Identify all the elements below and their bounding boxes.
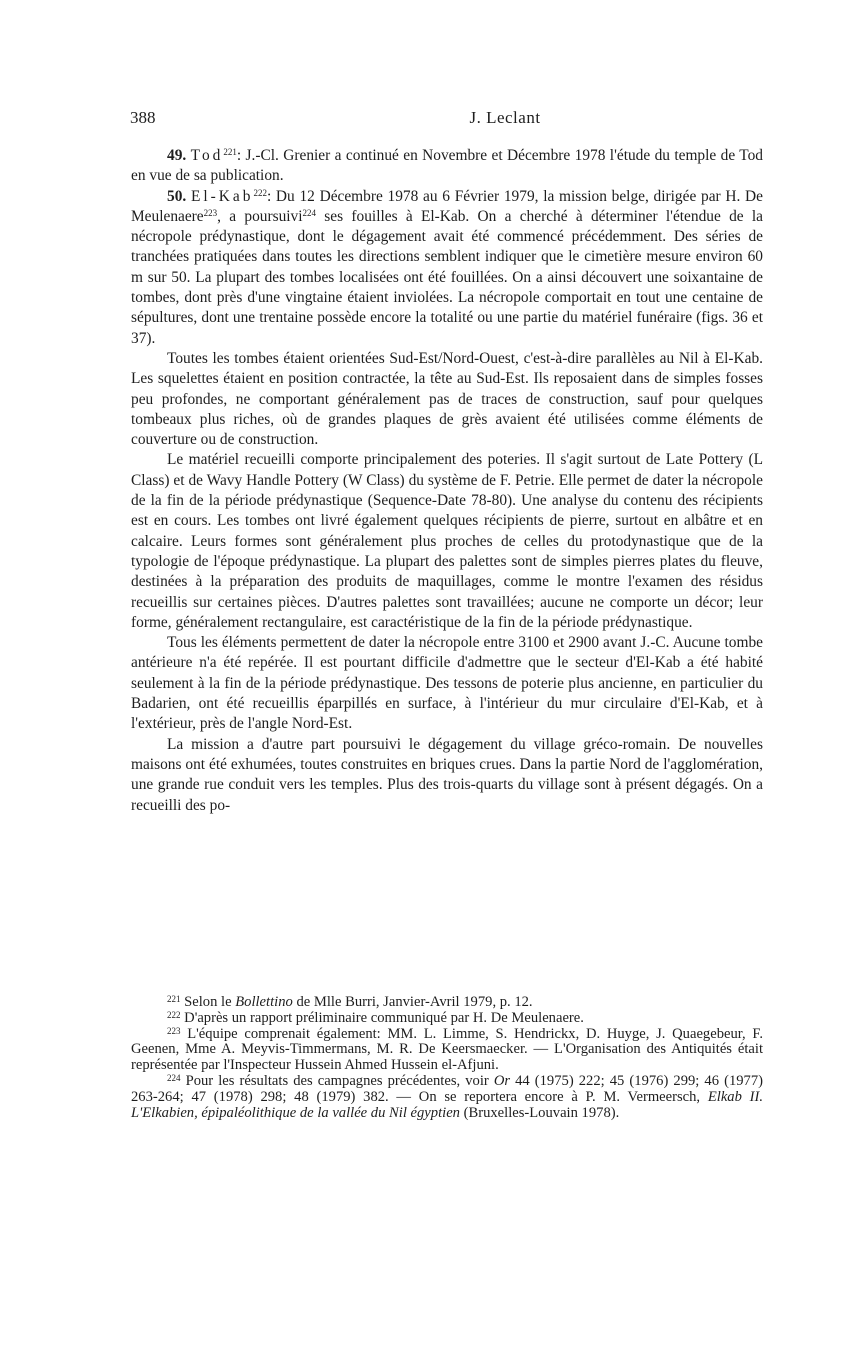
footnote-ref: 221 [223,147,237,157]
footnote-text: 44 (1975) 222; 45 (1976) 299; 46 (1977) 263-264; 47 (1978) 298; 48 (1979) 382. — On se reportera encore à P. M. Vermeersch, [131,1072,763,1105]
journal-title: Or [493,1072,511,1089]
paragraph-text: : Du 12 Décembre 1978 au 6 Février 1979, la mission belge, dirigée par H. De Meulenaere [131,187,763,225]
footnote-number: 224 [167,1072,181,1083]
footnote-number: 222 [167,1009,181,1020]
paragraph: La mission a d'autre part poursuivi le dégagement du village gréco-romain. De nouvelles maisons ont été exhumées, toutes construites en briques crues. Dans la partie Nord de l'agglomération, une grande rue conduit vers les temples. Plus des trois-quarts du village sont à présent dégagés. On a recueilli des po- [131,735,763,814]
footnote-text: Pour les résultats des campagnes précédentes, voir [185,1072,494,1089]
footnote-ref: 223 [203,207,218,218]
paragraph-50 [131,187,763,349]
footnote-text: Selon le [184,994,236,1010]
footnotes [131,995,763,1121]
section-number: 49. [167,147,187,164]
page-number: 388 [130,108,156,127]
footnote-text: (Bruxelles-Louvain 1978). [459,1104,620,1121]
site-name: El-Kab [190,187,254,205]
paragraph: Tous les éléments permettent de dater la nécropole entre 3100 et 2900 avant J.-C. Aucune tombe antérieure n'a été repérée. Il est pourtant difficile d'admettre que le secteur d'El-Kab a été habité seulement à la fin de la période prédynastique. Des tessons de poterie plus ancienne, en particulier du Badarien, ont été recueillis éparpillés en surface, à l'intérieur du mur circulaire d'El-Kab, et à l'extérieur, près de l'angle Nord-Est. [131,634,763,733]
footnote-text: L'équipe comprenait également: MM. L. Limme, S. Hendrickx, D. Huyge, J. Quaegebeur, F. Geenen, Mme A. Meyvis-Timmermans, M. R. De Keersmaecker. — L'Organisation des Antiquités était représentée par l'Inspecteur Hussein Ahmed Hussein el-Afjuni. [131,1025,763,1074]
paragraph-text: : J.-Cl. Grenier a continué en Novembre et Décembre 1978 l'étude du temple de Tod en vue de sa publication. [131,147,763,185]
footnote-ref: 222 [253,187,267,198]
book-title: Elkab II. L'Elkabien, épipaléolithique de la vallée du Nil égyptien [131,1088,764,1121]
paragraph-text: , a poursuivi [217,207,303,225]
site-name: Tod [190,147,224,164]
section-number: 50. [167,187,187,205]
journal-title: Bollettino [235,994,293,1010]
footnote-number: 223 [167,1025,181,1036]
footnote-221 [131,995,763,1011]
footnote-224 [131,1074,763,1121]
footnote-222 [131,1011,763,1027]
page-header [130,108,764,134]
paragraph: Toutes les tombes étaient orientées Sud-Est/Nord-Ouest, c'est-à-dire parallèles au Nil à El-Kab. Les squelettes étaient en position contractée, la tête au Sud-Est. Ils reposaient dans de simples fosses peu profondes, ne comportant généralement pas de traces de construction, sauf pour quelques tombeaux plus riches, où de grandes plaques de grès avaient été utilisées comme éléments de couverture ou de construction. [131,349,763,449]
footnote-number: 221 [167,994,181,1004]
footnote-text: de Mlle Burri, Janvier-Avril 1979, p. 12. [292,994,533,1010]
paragraph: Le matériel recueilli comporte principalement des poteries. Il s'agit surtout de Late Pottery (L Class) et de Wavy Handle Pottery (W Class) du système de F. Petrie. Elle permet de dater la nécropole de la fin de la période prédynastique (Sequence-Date 78-80). Une analyse du contenu des récipients est en cours. Les tombes ont livré également quelques récipients de pierre, surtout en albâtre et en calcaire. Leurs formes sont généralement plus proches de celles du protodynastique que de la typologie de l'époque prédynastique. La plupart des palettes sont de simples pierres plates du fleuve, destinées à la préparation des produits de maquillages, comme le montre l'examen des résidus recueillis sur certaines pièces. D'autres palettes sont travaillées; aucune ne comporte un décor; leur forme, généralement rectangulaire, est caractéristique de la fin de la période prédynastique. [131,451,763,631]
running-head: J. Leclant [469,108,541,127]
footnote-223 [131,1027,763,1074]
paragraph-text: ses fouilles à El-Kab. On a cherché à déterminer l'étendue de la nécropole prédynastique, dont le dégagement avait été commencé précédemment. Des séries de tranchées pratiquées dans toutes les directions semblent indiquer que le cimetière mesure environ 60 m sur 50. La plupart des tombes localisées ont été fouillées. On a ainsi découvert une soixantaine de tombes, dont près d'une vingtaine étaient inviolées. La nécropole comportait en tout une centaine de sépultures, dont une trentaine possède encore la totalité ou une partie du matériel funéraire (figs. 36 et 37). [131,207,763,347]
footnote-ref: 224 [302,207,317,218]
paragraph-49 [131,146,763,187]
footnote-text: D'après un rapport préliminaire communiqué par H. De Meulenaere. [184,1009,584,1026]
main-text [131,146,763,816]
